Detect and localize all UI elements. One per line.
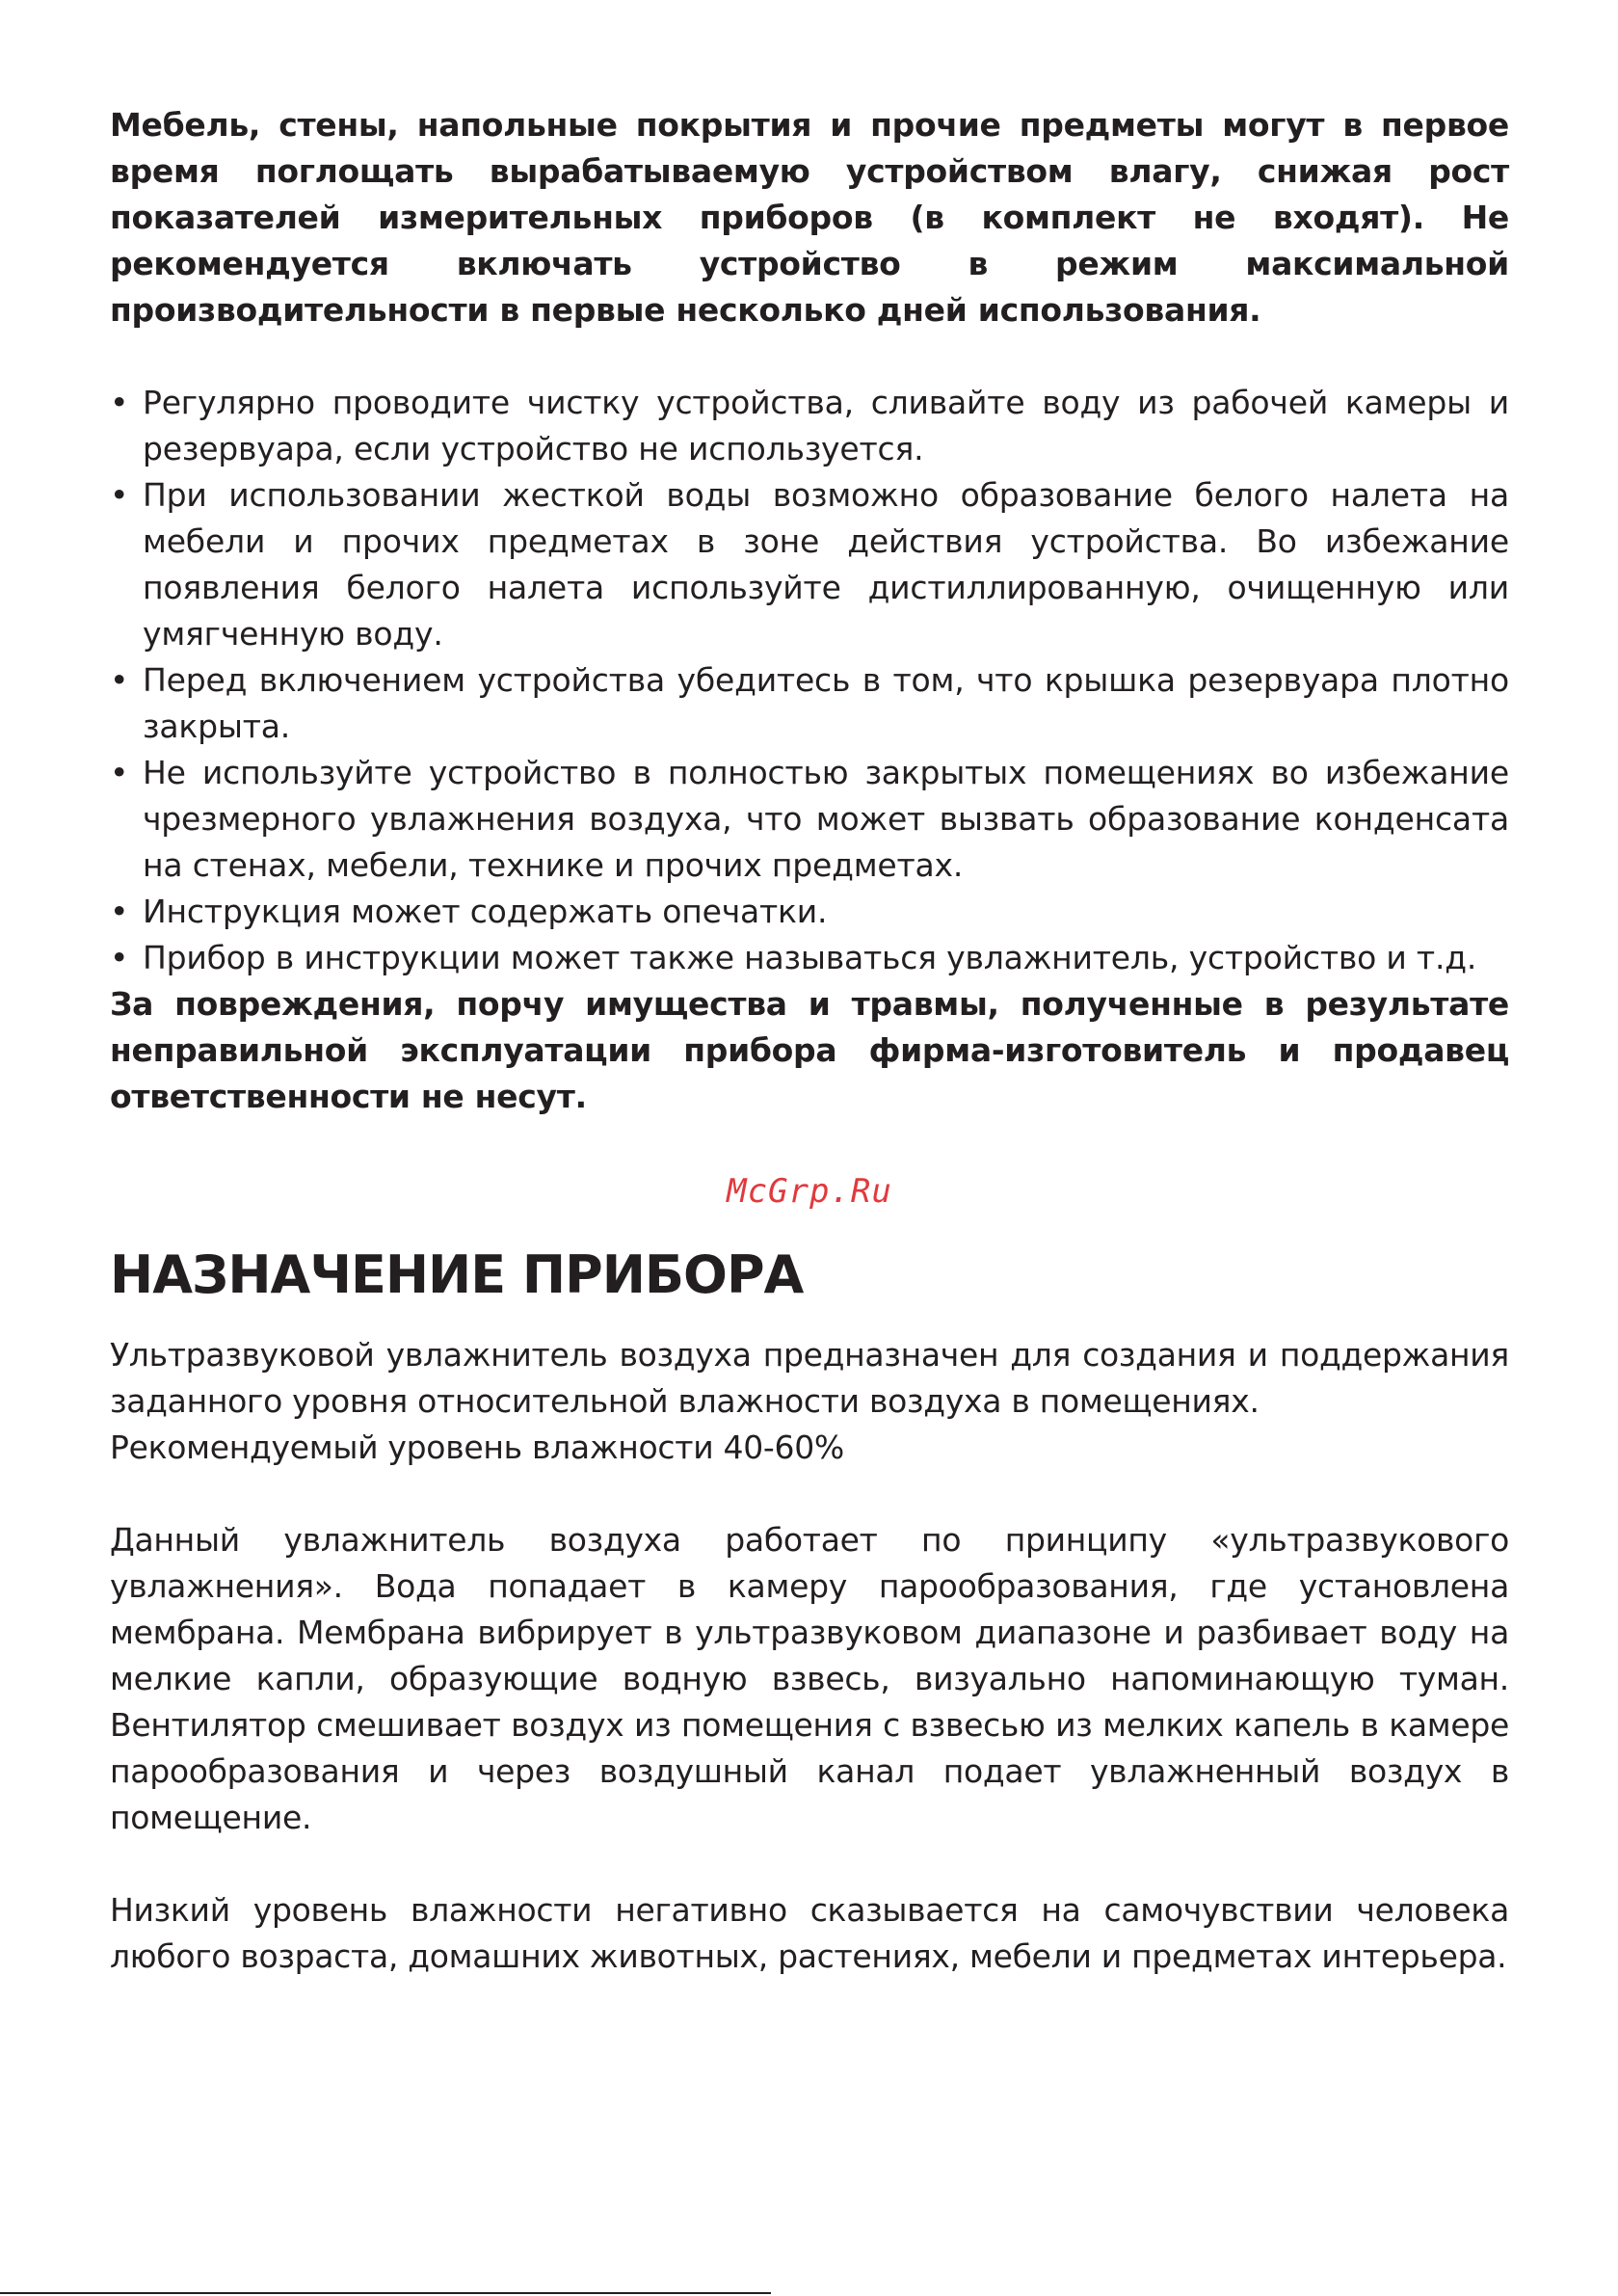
section-title: НАЗНАЧЕНИЕ ПРИБОРА	[110, 1244, 804, 1305]
bullet-marker: •	[110, 661, 129, 699]
operating-principle-paragraph: Данный увлажнитель воздуха работает по принципу «ультразвукового увлажнения». Вода попадает в камеру парообразования, где установлена мембрана. Мембрана вибрирует в ультразвуковом диапазоне и разбивает воду на мелкие капли, образующие водную взвесь, визуально напоминающую туман. Вентилятор смешивает воздух из помещения с взвесью из мелких капель в камере парообразования и через воздушный канал подает увлажненный воздух в помещение.	[110, 1521, 1509, 1836]
bullet-marker: •	[110, 384, 129, 421]
care-instructions-list	[110, 380, 1509, 981]
list-item	[110, 889, 1509, 935]
list-item-text: Прибор в инструкции может также называться увлажнитель, устройство и т.д.	[143, 939, 1477, 976]
purpose-paragraph: Ультразвуковой увлажнитель воздуха предназначен для создания и поддержания заданного уровня относительной влажности воздуха в помещениях.	[110, 1336, 1509, 1420]
list-item-text: Не используйте устройство в полностью закрытых помещениях во избежание чрезмерного увлажнения воздуха, что может вызвать образование конденсата на стенах, мебели, технике и прочих предметах.	[143, 754, 1509, 884]
recommended-humidity-line: Рекомендуемый уровень влажности 40-60%	[110, 1428, 844, 1466]
list-item-text: Перед включением устройства убедитесь в том, что крышка резервуара плотно закрыта.	[143, 661, 1509, 745]
page-bottom-rule	[0, 2292, 771, 2294]
list-item-text: Инструкция может содержать опечатки.	[143, 893, 828, 930]
list-item	[110, 750, 1509, 889]
bullet-marker: •	[110, 893, 129, 930]
bullet-marker: •	[110, 754, 129, 791]
bullet-marker: •	[110, 476, 129, 514]
list-item	[110, 935, 1509, 981]
list-item-text: При использовании жесткой воды возможно образование белого налета на мебели и прочих предметах в зоне действия устройства. Во избежание появления белого налета используйте дистиллированную, очищенную или умягченную воду.	[143, 476, 1509, 653]
bullet-marker: •	[110, 939, 129, 976]
list-item-text: Регулярно проводите чистку устройства, сливайте воду из рабочей камеры и резервуара, если устройство не используется.	[143, 384, 1509, 467]
list-item	[110, 657, 1509, 750]
list-item	[110, 380, 1509, 472]
list-item	[110, 472, 1509, 657]
low-humidity-effects-paragraph: Низкий уровень влажности негативно сказывается на самочувствии человека любого возраста, домашних животных, растениях, мебели и предметах интерьера.	[110, 1891, 1509, 1975]
watermark-text: McGrp.Ru	[727, 1172, 892, 1211]
liability-disclaimer: За повреждения, порчу имущества и травмы, полученные в результате неправильной эксплуатации прибора фирма-изготовитель и продавец ответственности не несут.	[110, 985, 1509, 1115]
document-page	[110, 102, 1509, 1980]
intro-warning-paragraph: Мебель, стены, напольные покрытия и прочие предметы могут в первое время поглощать вырабатываемую устройством влагу, снижая рост показателей измерительных приборов (в комплект не входят). Не рекомендуется включать устройство в режим максимальной производительности в первые несколько дней использования.	[110, 106, 1509, 329]
